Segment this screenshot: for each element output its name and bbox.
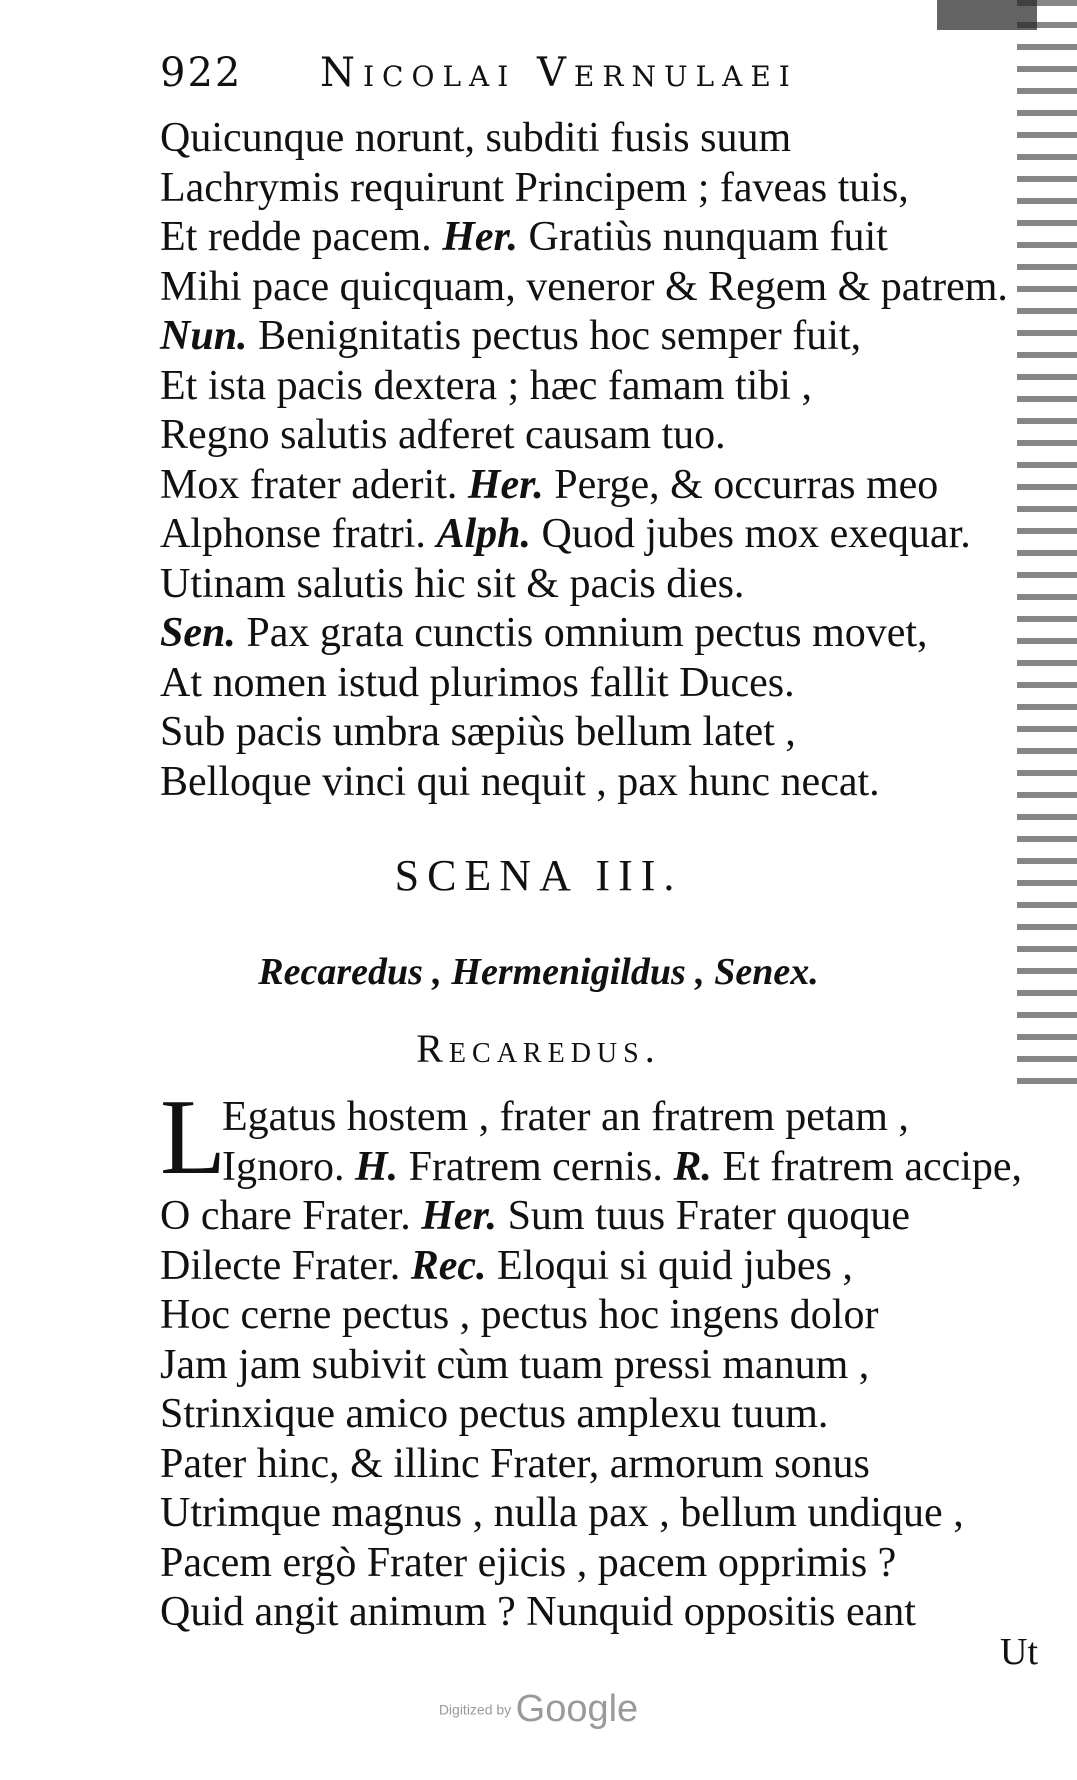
verse-text: Et redde pacem.: [160, 214, 443, 260]
page-number: 922: [160, 50, 243, 96]
verse-line: [160, 609, 1060, 659]
verse-text: Benignitatis pectus hoc semper fuit,: [247, 313, 862, 359]
page-corner-damage: [937, 0, 1037, 30]
verse-line: [160, 659, 1060, 709]
verse-text: Pax grata cunctis omnium pectus movet,: [235, 610, 928, 656]
verse-text: Et ista pacis dextera ; hæc famam tibi ,: [160, 362, 812, 409]
verse-text: Utinam salutis hic sit & pacis dies.: [160, 560, 745, 607]
drop-capital: L: [160, 1078, 226, 1197]
verse-line: [160, 1291, 1060, 1341]
watermark-brand: Google: [515, 1688, 639, 1730]
digitization-watermark: [0, 1688, 1077, 1731]
verse-line: [160, 510, 1060, 560]
verse-line: [160, 1440, 1060, 1490]
verse-text: Sum tuus Frater quoque: [497, 1193, 911, 1239]
verse-text: Quid angit animum ? Nunquid oppositis eant: [160, 1589, 916, 1635]
speaker-abbrev: Nun.: [160, 313, 248, 359]
verse-text: Mihi pace quicquam, veneror & Regem & patrem.: [160, 263, 1008, 310]
dramatis-personae: Recaredus , Hermenigildus , Senex.: [258, 951, 819, 993]
verse-line: [160, 411, 1060, 461]
verse-text: Pacem ergò Frater ejicis , pacem opprimis ?: [160, 1539, 897, 1586]
verse-text: Alphonse fratri.: [160, 511, 437, 557]
verse-text: Ignoro.: [222, 1143, 355, 1190]
speaker-abbrev: Alph.: [436, 511, 531, 557]
speaker-abbrev: H.: [354, 1143, 399, 1190]
running-head: Nicolai Vernulaei: [320, 50, 798, 96]
verse-text: Regno salutis adferet causam tuo.: [160, 412, 726, 458]
verse-text: Eloqui si quid jubes ,: [486, 1242, 853, 1289]
verse-text: Jam jam subivit cùm tuam pressi manum ,: [160, 1341, 870, 1388]
speaker-abbrev: Her.: [421, 1193, 498, 1239]
watermark-prefix: Digitized by: [438, 1701, 512, 1718]
verse-line: [160, 312, 1060, 362]
verse-text: Mox frater aderit.: [160, 461, 468, 508]
verse-line: [160, 758, 1060, 808]
catchword: Ut: [1000, 1631, 1038, 1673]
verse-text: Pater hinc, & illinc Frater, armorum sonus: [160, 1440, 870, 1487]
verse-block-scene-three: [160, 1093, 1060, 1638]
verse-line: [160, 1341, 1060, 1391]
scene-title: SCENA III.: [394, 851, 683, 900]
verse-text: Belloque vinci qui nequit , pax hunc necat.: [160, 758, 880, 805]
verse-text: Strinxique amico pectus amplexu tuum.: [160, 1391, 829, 1437]
verse-text: Quod jubes mox exequar.: [530, 511, 971, 557]
verse-line: [160, 362, 1060, 412]
speaker-abbrev: Sen.: [160, 610, 236, 656]
verse-line: [160, 263, 1060, 313]
verse-text: Lachrymis requirunt Principem ; faveas tuis,: [160, 164, 909, 211]
verse-text: Utrimque magnus , nulla pax , bellum undique ,: [160, 1490, 964, 1536]
speaker-abbrev: Her.: [442, 214, 519, 260]
verse-line: [160, 1143, 1060, 1193]
verse-line: [160, 213, 1060, 263]
verse-text: Sub pacis umbra sæpiùs bellum latet ,: [160, 709, 796, 755]
verse-text: Dilecte Frater.: [160, 1242, 411, 1289]
verse-text: Fratrem cernis.: [398, 1143, 674, 1190]
verse-text: Et fratrem accipe,: [711, 1143, 1023, 1190]
verse-line: [160, 1390, 1060, 1440]
verse-line: [160, 708, 1060, 758]
speaker-abbrev: Rec.: [410, 1242, 487, 1289]
verse-text: Quicunque norunt, subditi fusis suum: [160, 115, 792, 161]
verse-line: [160, 1093, 1060, 1143]
verse-line: [160, 1588, 1060, 1638]
verse-line: [160, 164, 1060, 214]
verse-line: [160, 1539, 1060, 1589]
verse-line: [160, 1489, 1060, 1539]
verse-text: O chare Frater.: [160, 1193, 422, 1239]
speaker-heading: Recaredus.: [416, 1026, 661, 1071]
verse-line: [160, 560, 1060, 610]
verse-line: [160, 461, 1060, 511]
speaker-abbrev: Her.: [467, 461, 544, 508]
verse-line: [160, 1192, 1060, 1242]
verse-block-scene-end: [160, 114, 1060, 807]
verse-text: At nomen istud plurimos fallit Duces.: [160, 659, 795, 706]
verse-text: Egatus hostem , frater an fratrem petam ,: [222, 1094, 909, 1140]
verse-line: [160, 1242, 1060, 1292]
verse-text: Hoc cerne pectus , pectus hoc ingens dolor: [160, 1292, 879, 1338]
verse-line: [160, 114, 1060, 164]
verse-text: Gratiùs nunquam fuit: [518, 214, 888, 260]
verse-text: Perge, & occurras meo: [543, 461, 939, 508]
speaker-abbrev: R.: [673, 1143, 712, 1190]
